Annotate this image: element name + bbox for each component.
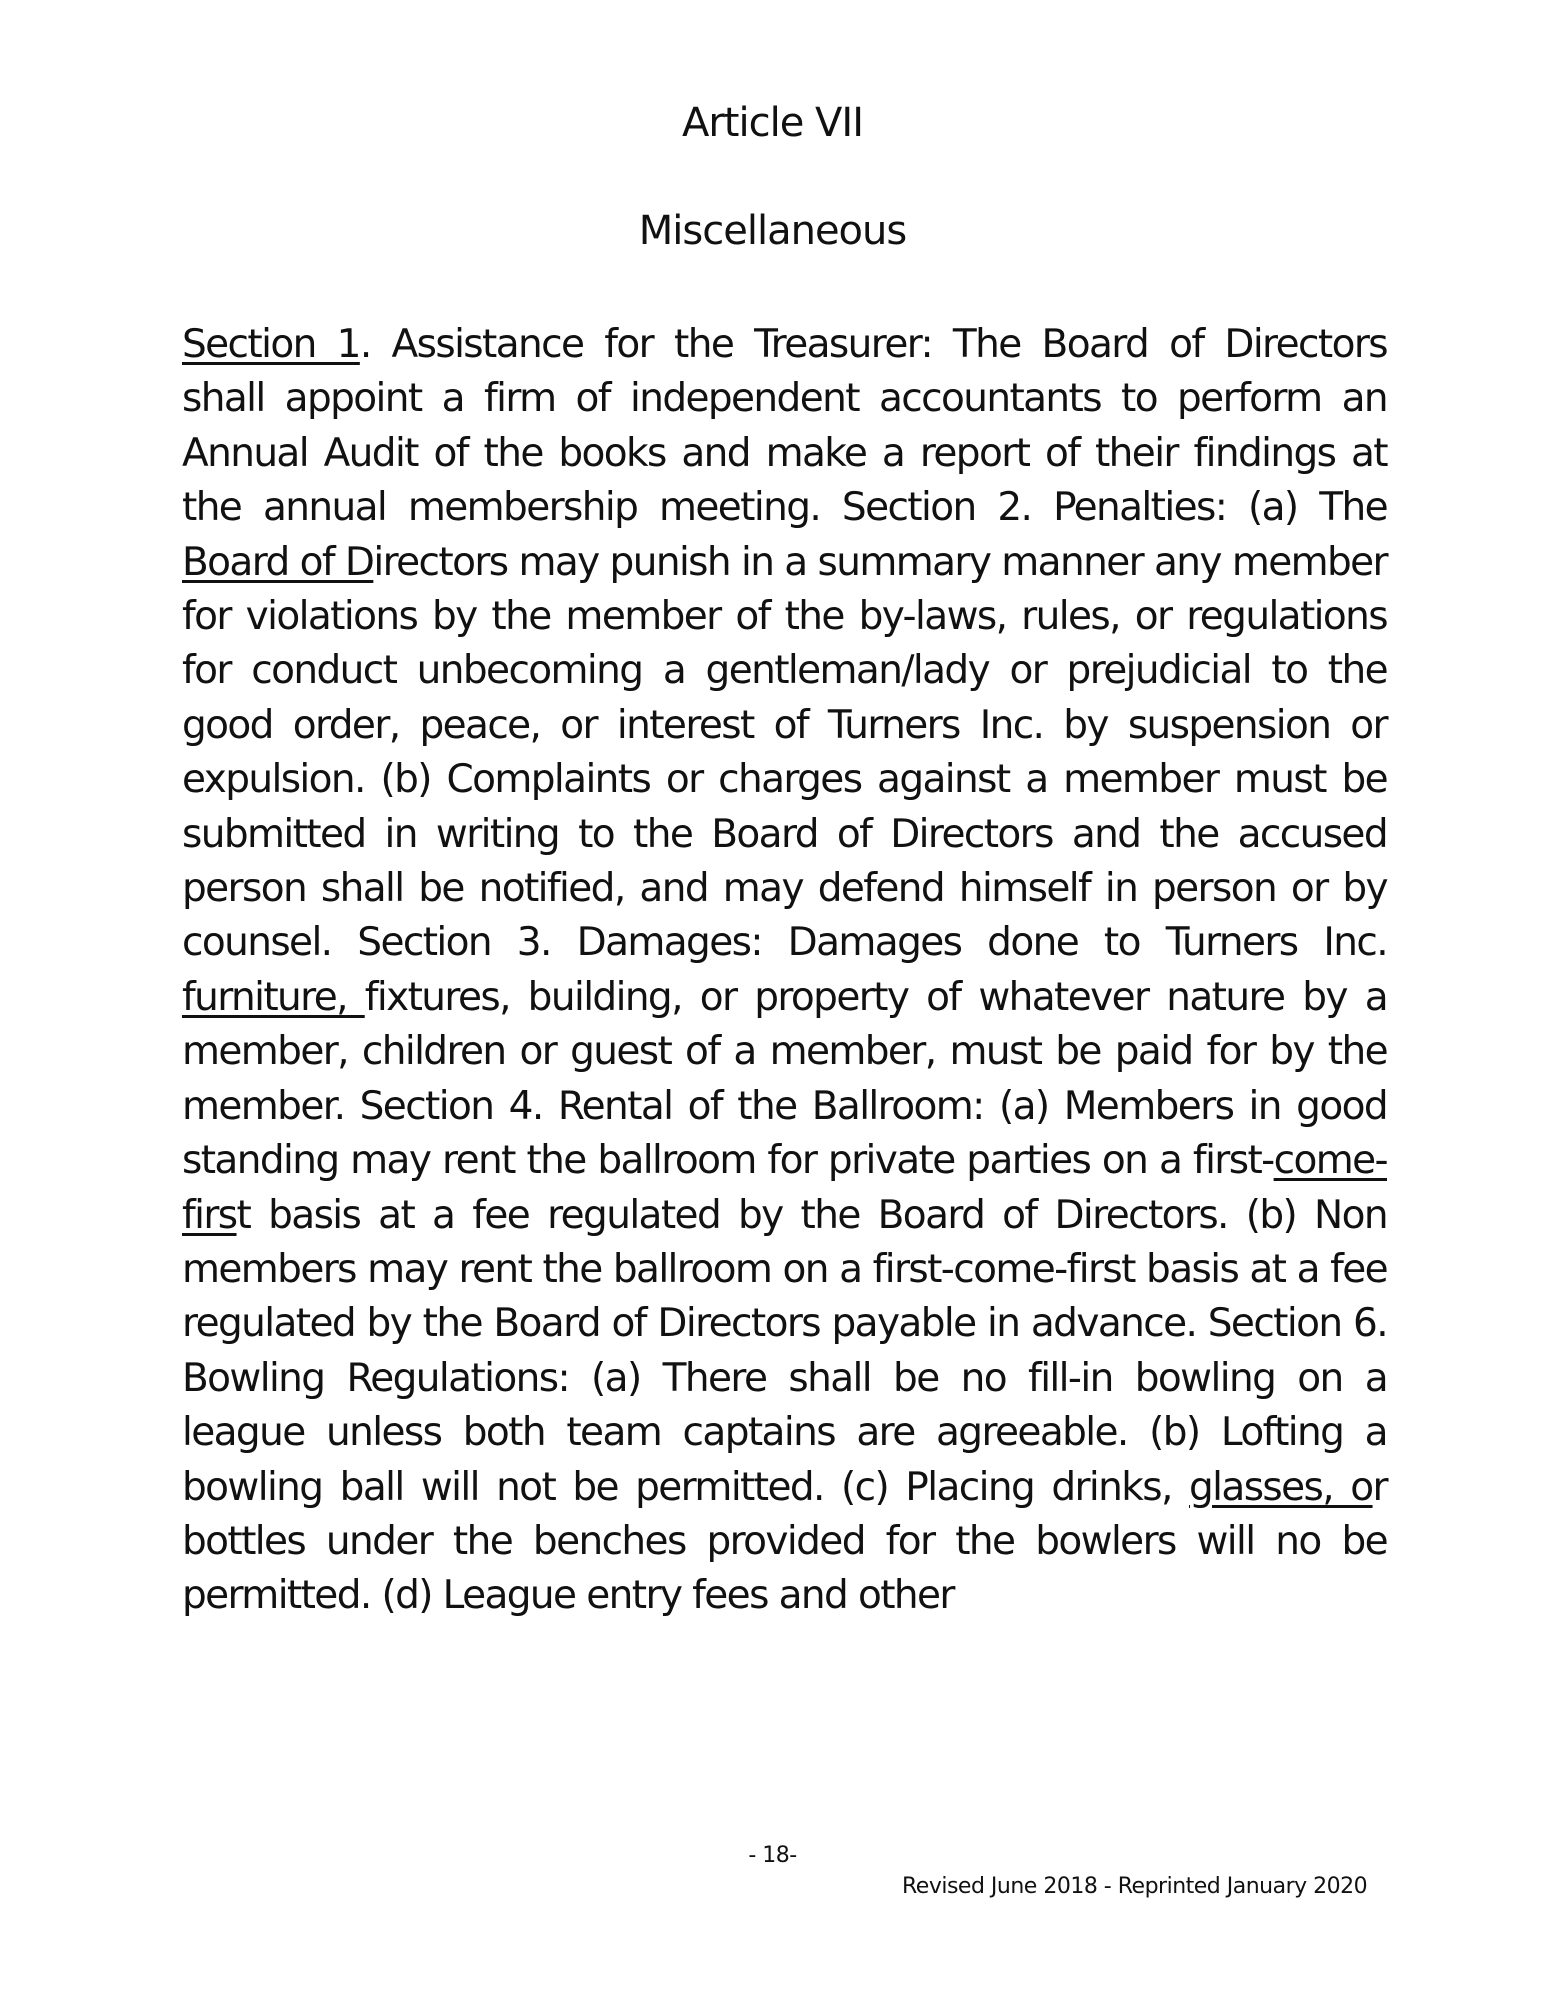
underlined-furniture: furniture, xyxy=(182,974,365,1020)
body-paragraph xyxy=(182,318,1387,1624)
body-segment-1: Assistance for the Treasurer: The Board of Directors shall appoint a firm of independent accountants to perform an Annual Audit of the books and make a report of their findings at the annual membership meeting. Section 2. Penalties: (a) The xyxy=(182,322,1387,531)
section-1-label: Section 1 xyxy=(182,322,360,367)
body-segment-2: irectors may punish in a summary manner any member for violations by the member of the by-laws, rules, or regulations for conduct unbecoming a gentleman/lady or prejudicial to the good order, peace, or interest of Turners Inc. by suspension or expulsion. (b) Complaints or charges against a member must be submitted in writing to the Board of Directors and the accused person shall be notified, and may defend himself in person or by counsel. Section 3. Damages: Damages done to Turners Inc. xyxy=(182,539,1387,966)
article-title: Article VII xyxy=(682,100,863,146)
section-1-dot: . xyxy=(359,322,371,367)
underlined-come-first: come-firs xyxy=(182,1138,1387,1238)
underlined-board-of-d: Board of D xyxy=(182,539,374,585)
body-segment-3: fixtures, building, or property of whatever nature by a member, children or guest of a member, must be paid for by the member. Section 4. Rental of the Ballroom: (a) Members in good standing may rent the ballroom for private parties on a first- xyxy=(182,974,1387,1184)
body-segment-4: t basis at a fee regulated by the Board of Directors. (b) Non members may rent the ballroom on a first-come-first basis at a fee regulated by the Board of Directors payable in advance. Section 6. Bowling Regulations: (a) There shall be no fill-in bowling on a league unless both team captains are agreeable. (b) Lofting a bowling ball will not be permitted. (c) Placing drinks, xyxy=(182,1192,1387,1510)
section-title: Miscellaneous xyxy=(638,208,907,254)
body-segment-5: r bottles under the benches provided for the bowlers will no be permitted. (d) League entry fees and other xyxy=(182,1464,1387,1619)
underlined-glasses: glasses, o xyxy=(1189,1464,1373,1510)
revision-footer: Revised June 2018 - Reprinted January 2020 xyxy=(902,1874,1368,1899)
page-number: - 18- xyxy=(748,1843,797,1868)
